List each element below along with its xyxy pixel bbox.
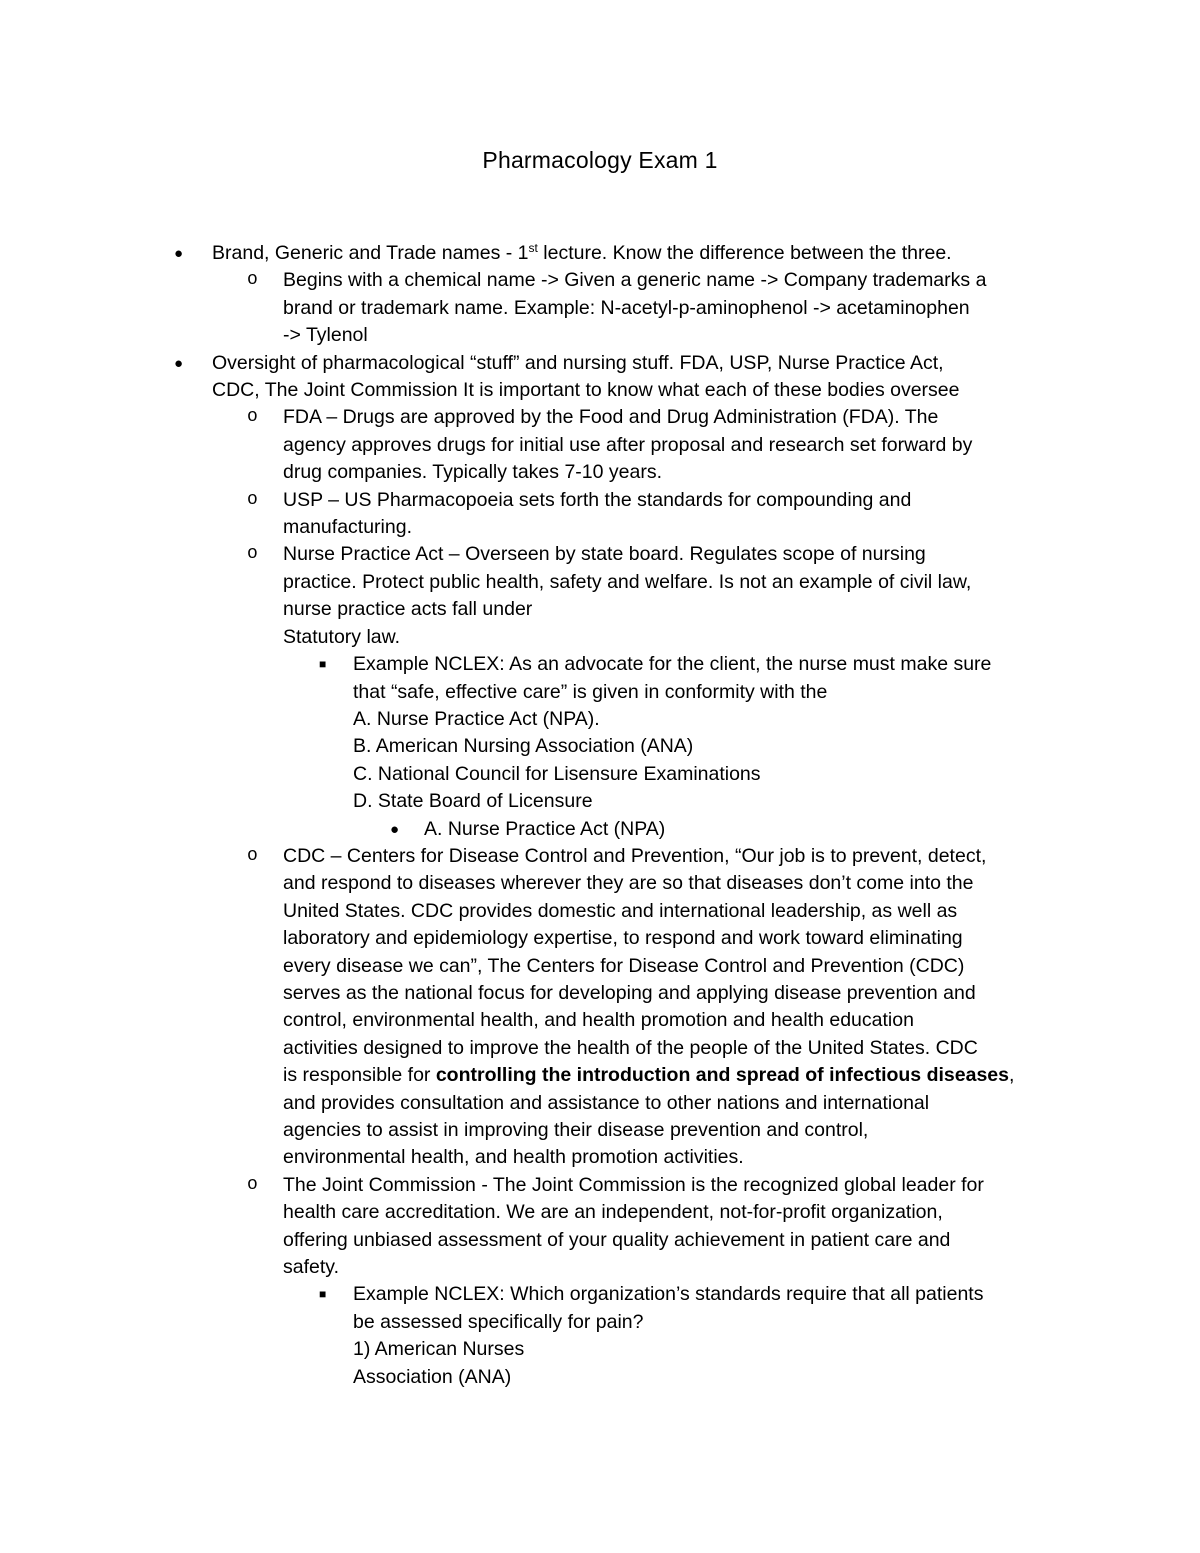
text-line: The Joint Commission - The Joint Commission is the recognized global leader for — [283, 1173, 984, 1196]
document-body — [0, 240, 1200, 1391]
list-item-nclex-example-2 — [319, 1281, 1200, 1391]
list-item-nclex-example-1 — [319, 651, 1200, 815]
text-line: and respond to diseases wherever they are so that diseases don’t come into the — [283, 872, 974, 895]
bullet-circle-icon: o — [247, 407, 258, 428]
bold-emphasis: controlling the introduction and spread of infectious diseases — [435, 1064, 1009, 1087]
list-item-brand-names — [174, 240, 1200, 267]
text-line: practice. Protect public health, safety and welfare. Is not an example of civil law, — [283, 570, 972, 593]
text-line: USP – US Pharmacopoeia sets forth the standards for compounding and — [283, 488, 912, 511]
list-item-chemical-name — [247, 267, 1200, 349]
bullet-square-icon: ■ — [319, 1287, 327, 1302]
list-item-usp — [247, 487, 1200, 542]
text-line: CDC, The Joint Commission It is important to know what each of these bodies oversee — [212, 379, 960, 402]
answer-option: D. State Board of Licensure — [353, 790, 593, 813]
text-line: every disease we can”, The Centers for Disease Control and Prevention (CDC) — [283, 954, 965, 977]
brand-text-pre: Brand, Generic and Trade names - 1 — [212, 242, 529, 264]
text-run: is responsible for — [283, 1064, 436, 1087]
list-item-cdc — [247, 843, 1200, 1172]
text-line: nurse practice acts fall under — [283, 598, 533, 621]
brand-superscript: st — [528, 241, 538, 255]
text-line: drug companies. Typically takes 7-10 years. — [283, 461, 662, 484]
text-line: Example NCLEX: As an advocate for the client, the nurse must make sure — [353, 653, 992, 676]
text-line: manufacturing. — [283, 516, 412, 539]
text-line: offering unbiased assessment of your quality achievement in patient care and — [283, 1228, 951, 1251]
text-line: laboratory and epidemiology expertise, to respond and work toward eliminating — [283, 927, 963, 950]
text-run: , — [1008, 1064, 1015, 1087]
bullet-disc-icon: ● — [174, 354, 184, 372]
answer-option: C. National Council for Lisensure Examinations — [353, 762, 761, 785]
text-line: Nurse Practice Act – Overseen by state board. Regulates scope of nursing — [283, 543, 926, 566]
text-line: CDC – Centers for Disease Control and Prevention, “Our job is to prevent, detect, — [283, 844, 987, 867]
bullet-disc-icon: ● — [174, 245, 184, 262]
brand-line — [212, 240, 1200, 267]
text-line: United States. CDC provides domestic and international leadership, as well as — [283, 899, 958, 922]
text-line: agency approves drugs for initial use after proposal and research set forward by — [283, 433, 973, 456]
document-title: Pharmacology Exam 1 — [482, 147, 718, 173]
list-item-oversight — [174, 350, 1200, 405]
text-line: be assessed specifically for pain? — [353, 1310, 644, 1333]
text-line: environmental health, and health promotion activities. — [283, 1146, 744, 1169]
text-line: Begins with a chemical name -> Given a generic name -> Company trademarks a — [283, 269, 987, 292]
bullet-disc-icon: ● — [390, 820, 400, 838]
text-line: brand or trademark name. Example: N-acetyl-p-aminophenol -> acetaminophen — [283, 296, 970, 319]
list-item-nurse-practice-act — [247, 541, 1200, 651]
text-line: agencies to assist in improving their disease prevention and control, — [283, 1119, 869, 1141]
text-line: and provides consultation and assistance to other nations and international — [283, 1091, 930, 1114]
answer-option: Association (ANA) — [353, 1365, 512, 1388]
list-item-joint-commission — [247, 1172, 1200, 1282]
bullet-square-icon: ■ — [319, 657, 327, 672]
list-item-answer-1 — [390, 816, 1200, 843]
text-line: FDA – Drugs are approved by the Food and Drug Administration (FDA). The — [283, 406, 939, 429]
answer-option: 1) American Nurses — [353, 1338, 525, 1361]
answer-option: A. Nurse Practice Act (NPA). — [353, 707, 600, 730]
text-line: activities designed to improve the health of the people of the United States. CDC — [283, 1036, 978, 1059]
bullet-circle-icon: o — [247, 489, 258, 510]
text-line: safety. — [283, 1256, 339, 1279]
text-line: Example NCLEX: Which organization’s standards require that all patients — [353, 1283, 984, 1306]
answer-option: B. American Nursing Association (ANA) — [353, 735, 694, 758]
list-item-fda — [247, 404, 1200, 486]
text-line: that “safe, effective care” is given in conformity with the — [353, 680, 828, 703]
bullet-circle-icon: o — [247, 845, 258, 866]
text-line: control, environmental health, and health promotion and health education — [283, 1009, 914, 1032]
answer-text: A. Nurse Practice Act (NPA) — [424, 817, 666, 840]
bullet-circle-icon: o — [247, 270, 258, 291]
text-line-with-bold — [283, 1062, 1200, 1089]
text-line: -> Tylenol — [283, 324, 368, 347]
text-line: Oversight of pharmacological “stuff” and nursing stuff. FDA, USP, Nurse Practice Act, — [212, 351, 944, 374]
brand-text-post: lecture. Know the difference between the three. — [537, 242, 952, 264]
text-line: Statutory law. — [283, 625, 401, 648]
text-line: serves as the national focus for developing and applying disease prevention and — [283, 981, 976, 1004]
bullet-circle-icon: o — [247, 1174, 258, 1195]
bullet-circle-icon: o — [247, 544, 258, 565]
text-line: health care accreditation. We are an independent, not-for-profit organization, — [283, 1201, 943, 1224]
